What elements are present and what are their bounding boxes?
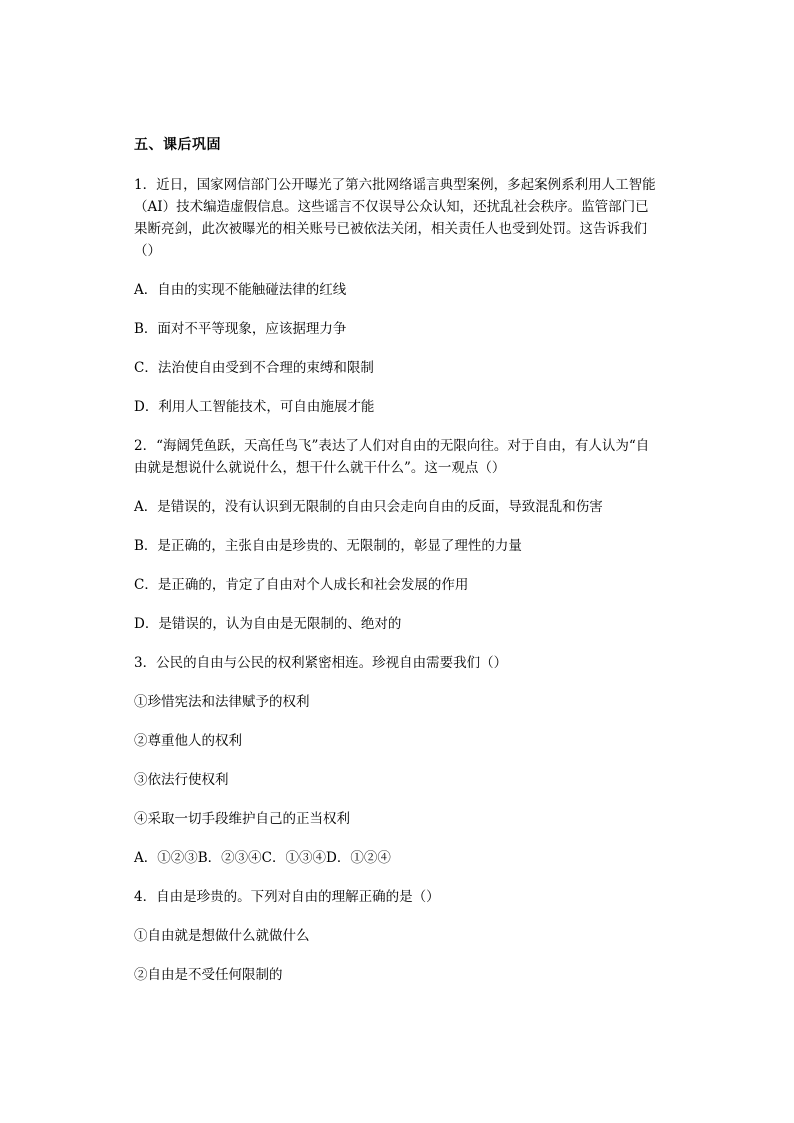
question-3-statement-4: ④采取一切手段维护自己的正当权利 [134, 811, 350, 827]
question-3-statement-3: ③依法行使权利 [134, 772, 229, 788]
question-3-statement-1: ①珍惜宪法和法律赋予的权利 [134, 694, 310, 710]
question-2-option-c: C．是正确的，肯定了自由对个人成长和社会发展的作用 [134, 577, 469, 593]
question-2-option-d: D．是错误的，认为自由是无限制的、绝对的 [134, 616, 402, 632]
question-1-option-a: A．自由的实现不能触碰法律的红线 [134, 282, 347, 298]
question-4-statement-2: ②自由是不受任何限制的 [134, 967, 283, 983]
question-1-option-c: C．法治使自由受到不合理的束缚和限制 [134, 360, 374, 376]
question-2-option-a: A．是错误的，没有认识到无限制的自由只会走向自由的反面，导致混乱和伤害 [134, 499, 603, 515]
question-3-statement-2: ②尊重他人的权利 [134, 733, 242, 749]
question-2-option-b: B．是正确的，主张自由是珍贵的、无限制的，彰显了理性的力量 [134, 538, 522, 554]
document-content [134, 134, 660, 1003]
question-1-stem: 1．近日，国家网信部门公开曝光了第六批网络谣言典型案例，多起案例系利用人工智能（AI）技术编造虚假信息。这些谣言不仅误导公众认知，还扰乱社会秩序。监管部门已果断亮剑，此次被曝光的相关账号已被依法关闭，相关责任人也受到处罚。这告诉我们（） [134, 177, 656, 259]
question-2-stem: 2．“海阔凭鱼跃，天高任鸟飞”表达了人们对自由的无限向往。对于自由，有人认为“自由就是想说什么就说什么，想干什么就干什么”。这一观点（） [134, 438, 650, 476]
question-3-choices: A．①②③B．②③④C．①③④D．①②④ [134, 850, 391, 866]
question-4-stem: 4．自由是珍贵的。下列对自由的理解正确的是（） [134, 889, 440, 905]
question-1-option-b: B．面对不平等现象，应该据理力争 [134, 321, 347, 337]
question-4-statement-1: ①自由就是想做什么就做什么 [134, 928, 310, 944]
question-1-option-d: D．利用人工智能技术，可自由施展才能 [134, 399, 375, 415]
section-title: 五、课后巩固 [134, 137, 221, 153]
question-3-stem: 3．公民的自由与公民的权利紧密相连。珍视自由需要我们（） [134, 655, 508, 671]
